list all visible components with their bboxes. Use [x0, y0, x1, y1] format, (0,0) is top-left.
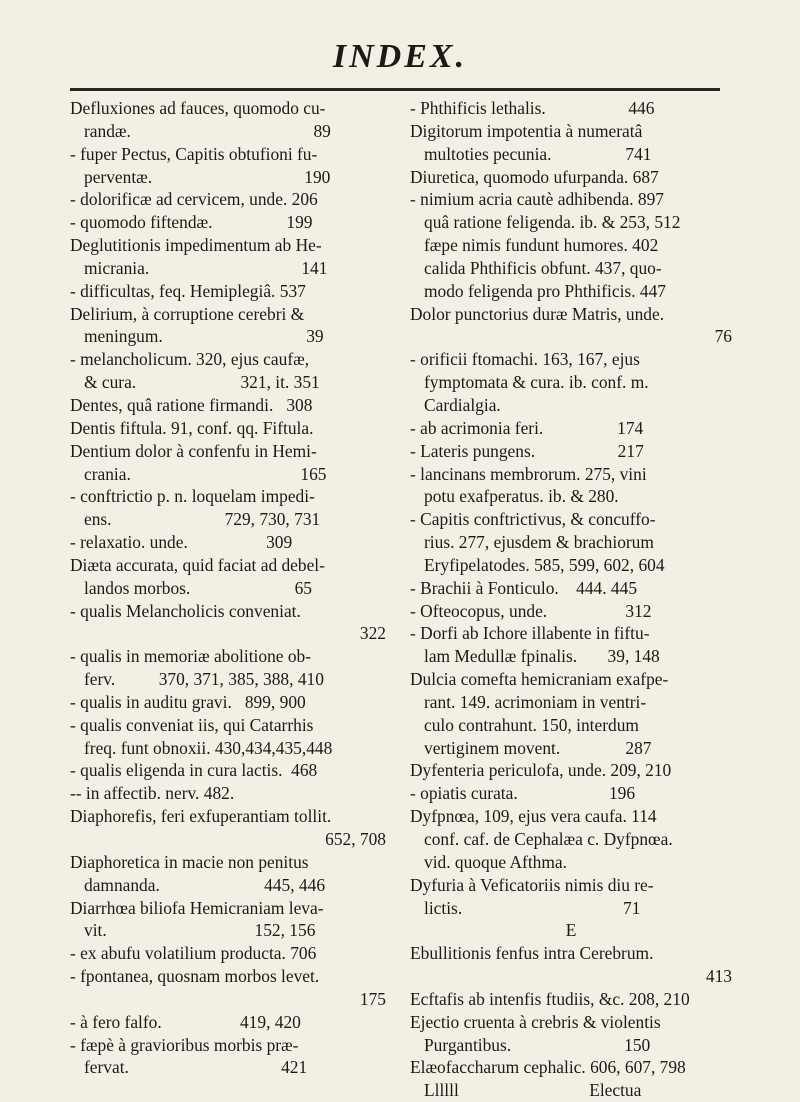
index-entry-line: - melancholicum. 320, ejus caufæ, — [70, 349, 310, 370]
index-entry-line: crania. 165 — [84, 463, 327, 484]
index-entry-line: - relaxatio. unde. 309 — [70, 532, 293, 553]
index-entry-line: Defluxiones ad fauces, quomodo cu- — [70, 98, 326, 118]
index-entry-line: - fpontanea, quosnam morbos levet. — [70, 966, 320, 987]
index-entry-line: - opiatis curata. 196 — [410, 783, 636, 804]
index-entry-line: -- in affectib. nerv. 482. — [70, 783, 235, 804]
index-entry-line: landos morbos. 65 — [84, 577, 313, 598]
index-entry-line: - Brachii à Fonticulo. 444. 445 — [410, 577, 638, 598]
index-entry-line: - Ofteocopus, unde. 312 — [410, 600, 652, 621]
index-entry-line: - difficultas, feq. Hemiplegiâ. 537 — [70, 280, 306, 301]
index-entry-line: 175 — [359, 988, 386, 1009]
index-entry-line: Cardialgia. — [424, 394, 501, 415]
index-entry-line: vit. 152, 156 — [84, 920, 316, 941]
index-entry-line: 413 — [705, 966, 732, 987]
index-entry-line: - Lateris pungens. 217 — [410, 440, 644, 461]
index-entry-line: perventæ. 190 — [84, 166, 331, 187]
index-entry-line: rius. 277, ejusdem & brachiorum — [424, 532, 654, 553]
index-entry-line: 76 — [714, 326, 732, 347]
index-entry-line: meningum. 39 — [84, 326, 324, 347]
index-entry-line: Diaphoretica in macie non penitus — [70, 851, 309, 872]
index-entry-line: lam Medullæ fpinalis. 39, 148 — [424, 646, 660, 667]
index-entry-line: culo contrahunt. 150, interdum — [424, 714, 639, 735]
index-entry-line: Dyfuria à Veficatoriis nimis diu re- — [410, 874, 654, 895]
page-title: INDEX. — [332, 38, 468, 75]
index-entry-line: - qualis in memoriæ abolitione ob- — [70, 646, 312, 667]
index-entry-line: - dolorificæ ad cervicem, unde. 206 — [70, 189, 318, 210]
index-entry-line: conf. caf. de Cephalæa c. Dyfpnœa. — [424, 829, 673, 849]
index-entry-line: & cura. 321, it. 351 — [84, 372, 320, 393]
index-entry-line: - conftrictio p. n. loquelam impedi- — [70, 486, 315, 507]
index-entry-line: Dentis fiftula. 91, conf. qq. Fiftula. — [70, 417, 314, 438]
index-entry-line: Ecftafis ab intenfis ftudiis, &c. 208, 210 — [410, 988, 690, 1009]
index-entry-line: vid. quoque Afthma. — [424, 851, 567, 872]
index-entry-line: Diaphorefis, feri exfuperantiam tollit. — [70, 806, 332, 827]
index-entry-line: - quomodo fiftendæ. 199 — [70, 212, 313, 233]
index-entry-line: Dyfenteria periculofa, unde. 209, 210 — [410, 760, 672, 781]
index-entry-line: micrania. 141 — [84, 257, 328, 278]
index-entry-line: vertiginem movent. 287 — [424, 737, 652, 758]
index-entry-line: multoties pecunia. 741 — [424, 143, 652, 164]
index-entry-line: 322 — [359, 623, 386, 644]
index-entry-line: fervat. 421 — [84, 1057, 308, 1078]
index-entry-line: - fuper Pectus, Capitis obtufioni fu- — [70, 143, 318, 164]
index-entry-line: Diæta accurata, quid faciat ad debel- — [70, 554, 325, 575]
index-entry-line: fæpe nimis fundunt humores. 402 — [424, 235, 659, 256]
index-entry-line: Diarrhœa biliofa Hemicraniam leva- — [70, 897, 324, 918]
index-entry-line: Dentes, quâ ratione firmandi. 308 — [70, 394, 313, 415]
index-entry-line: - qualis eligenda in cura lactis. 468 — [70, 760, 318, 781]
index-entry-line: calida Phthificis obfunt. 437, quo- — [424, 257, 662, 278]
index-entry-line: Elæofaccharum cephalic. 606, 607, 798 — [410, 1057, 686, 1078]
right-column — [410, 97, 732, 1102]
index-entry-line: Eryfipelatodes. 585, 599, 602, 604 — [424, 554, 665, 575]
index-entry-line: - qualis Melancholicis conveniat. — [70, 600, 301, 621]
index-entry-line: Dyfpnœa, 109, ejus vera caufa. 114 — [410, 806, 657, 827]
index-entry-line: Deglutitionis impedimentum ab He- — [70, 235, 322, 256]
index-entry-line: Purgantibus. 150 — [424, 1034, 651, 1055]
index-entry-line: 652, 708 — [325, 829, 386, 849]
index-entry-line: Ebullitionis fenfus intra Cerebrum. — [410, 943, 654, 964]
index-entry-line: quâ ratione feligenda. ib. & 253, 512 — [424, 212, 681, 233]
index-entry-line: modo feligenda pro Phthificis. 447 — [424, 280, 666, 301]
index-entry-line: Dulcia comefta hemicraniam exafpe- — [410, 669, 669, 690]
index-entry-line: - lancinans membrorum. 275, vini — [410, 463, 647, 484]
index-entry-line: - à fero falfo. 419, 420 — [70, 1011, 301, 1032]
index-entry-line: Diuretica, quomodo ufurpanda. 687 — [410, 166, 659, 187]
index-entry-line: - qualis conveniat iis, qui Catarrhis — [70, 714, 314, 735]
index-entry-line: potu exafperatus. ib. & 280. — [424, 486, 619, 507]
index-entry-line: Digitorum impotentia à numeratâ — [410, 120, 643, 141]
index-entry-line: Dentium dolor à confenfu in Hemi- — [70, 440, 317, 461]
left-column — [70, 97, 386, 1079]
index-entry-line: - ex abufu volatilium producta. 706 — [70, 943, 317, 964]
index-entry-line: fymptomata & cura. ib. conf. m. — [424, 372, 649, 393]
index-entry-line: - Dorfi ab Ichore illabente in fiftu- — [410, 623, 650, 644]
index-entry-line: Delirium, à corruptione cerebri & — [70, 303, 305, 324]
index-entry-line: rant. 149. acrimoniam in ventri- — [424, 691, 647, 712]
index-entry-line: Ejectio cruenta à crebris & violentis — [410, 1011, 661, 1032]
index-entry-line: - Phthificis lethalis. 446 — [410, 98, 655, 118]
index-entry-line: lictis. 71 — [424, 897, 641, 918]
index-entry-line: Dolor punctorius duræ Matris, unde. — [410, 303, 665, 324]
index-entry-line: - nimium acria cautè adhibenda. 897 — [410, 189, 664, 210]
index-entry-line: - ab acrimonia feri. 174 — [410, 417, 644, 438]
index-entry-line: - Capitis conftrictivus, & concuffo- — [410, 509, 656, 530]
index-entry-line: E — [565, 920, 577, 941]
index-entry-line: freq. funt obnoxii. 430,434,435,448 — [84, 737, 333, 758]
index-entry-line: - fæpè à gravioribus morbis præ- — [70, 1034, 299, 1055]
index-entry-line: ens. 729, 730, 731 — [84, 509, 321, 530]
index-entry-line: randæ. 89 — [84, 120, 331, 141]
index-entry-line: - orificii ftomachi. 163, 167, ejus — [410, 349, 640, 370]
header-rule — [70, 88, 720, 91]
index-entry-line: damnanda. 445, 446 — [84, 874, 326, 895]
index-entry-line: - qualis in auditu gravi. 899, 900 — [70, 691, 306, 712]
index-entry-line: Llllll Electua — [424, 1080, 642, 1101]
index-entry-line: ferv. 370, 371, 385, 388, 410 — [84, 669, 324, 690]
